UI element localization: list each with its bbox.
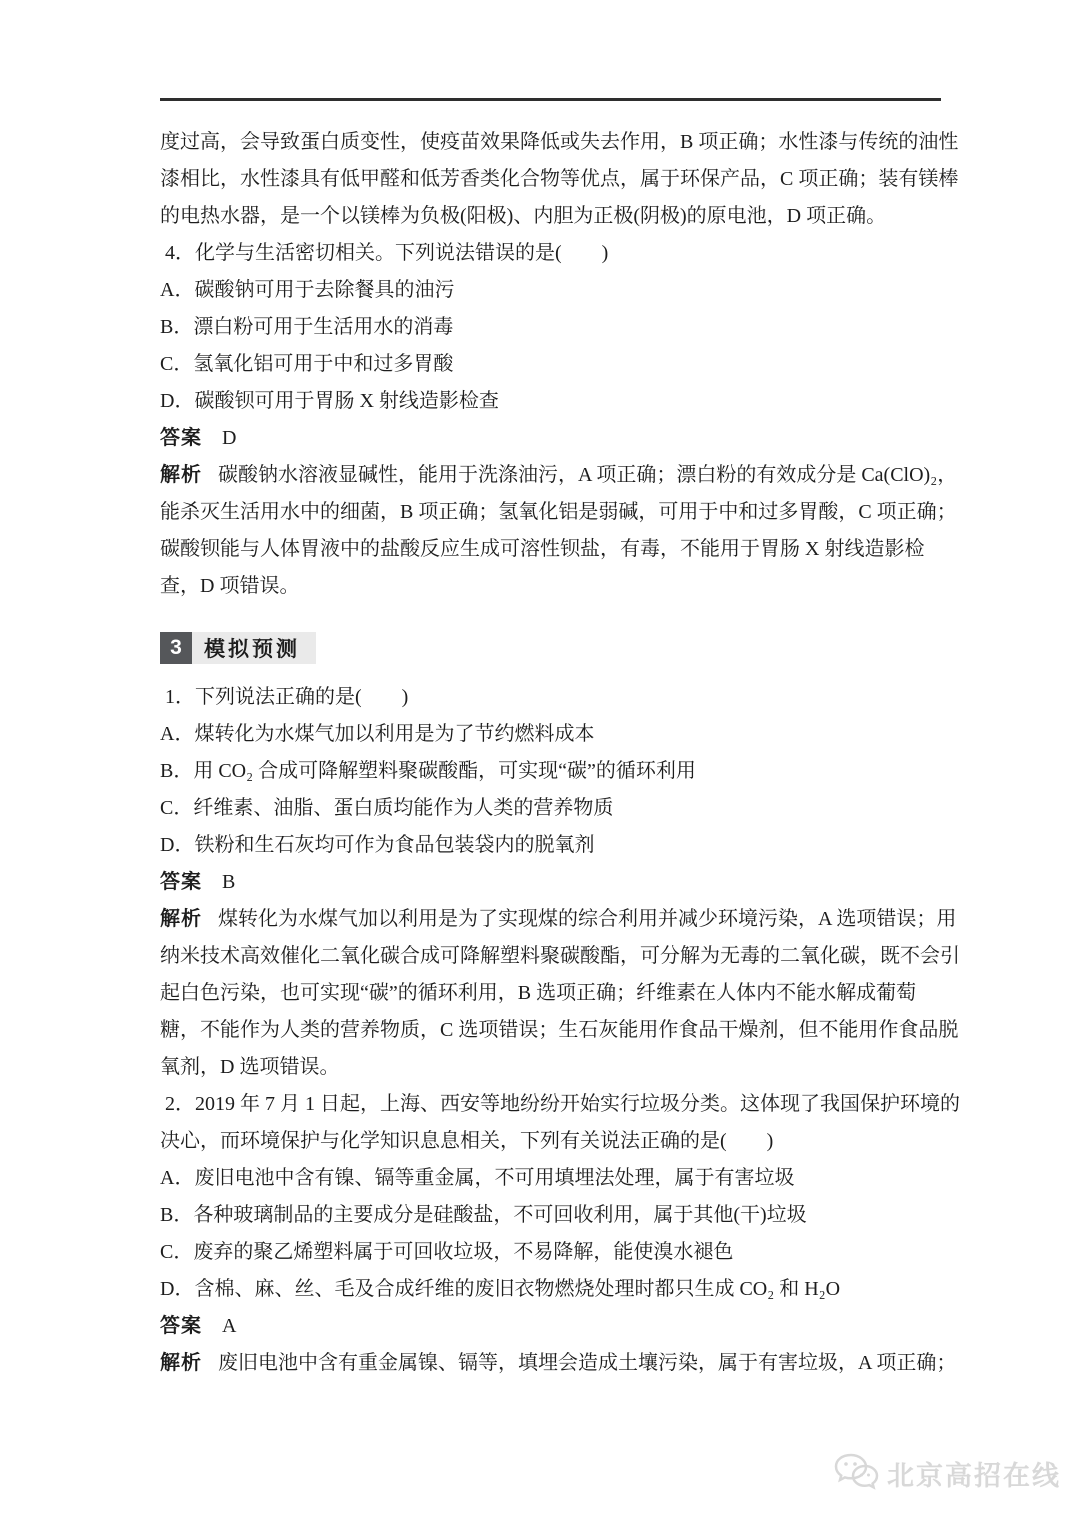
question-4-analysis-line [160, 457, 958, 494]
watermark-text: 北京高招在线 [887, 1460, 1061, 1491]
question-2-analysis-line [160, 1345, 957, 1382]
section-title: 模拟预测 [204, 638, 300, 661]
question-2-option-b: B．各种玻璃制品的主要成分是硅酸盐，不可回收利用，属于其他(干)垃圾 [160, 1204, 807, 1226]
question-2-stem: 2．2019 年 7 月 1 日起，上海、西安等地纷纷开始实行垃圾分类。这体现了我国保护环境的 [165, 1093, 960, 1115]
question-1-analysis-line: 糖，不能作为人类的营养物质，C 选项错误；生石灰能用作食品干燥剂，但不能用作食品脱 [160, 1019, 959, 1041]
question-1-analysis-line: 氧剂，D 选项错误。 [160, 1056, 340, 1078]
section-header-simulation [160, 632, 316, 664]
answer-label: 答案 [160, 871, 202, 893]
question-1-option-a: A．煤转化为水煤气加以利用是为了节约燃料成本 [160, 723, 595, 745]
question-1-analysis-line: 纳米技术高效催化二氧化碳合成可降解塑料聚碳酸酯，可分解为无毒的二氧化碳，既不会引 [160, 945, 960, 967]
question-1-answer [160, 864, 941, 901]
analysis-text: 碳酸钠水溶液显碱性，能用于洗涤油污，A 项正确；漂白粉的有效成分是 Ca(ClO)₂， [218, 464, 958, 486]
section-number-badge: 3 [160, 632, 192, 664]
answer-label: 答案 [160, 1315, 202, 1337]
question-4-option-c: C．氢氧化铝可用于中和过多胃酸 [160, 353, 454, 375]
question-2-option-d: D．含棉、麻、丝、毛及合成纤维的废旧衣物燃烧处理时都只生成 CO₂ 和 H₂O [160, 1278, 841, 1300]
question-4-option-b: B．漂白粉可用于生活用水的消毒 [160, 316, 454, 338]
paragraph-line: 漆相比，水性漆具有低甲醛和低芳香类化合物等优点，属于环保产品，C 项正确；装有镁棒 [160, 168, 959, 190]
question-2-option-a: A．废旧电池中含有镍、镉等重金属，不可用填埋法处理，属于有害垃圾 [160, 1167, 795, 1189]
watermark [833, 1452, 1061, 1494]
question-1-analysis-line [160, 901, 957, 938]
question-4-option-d: D．碳酸钡可用于胃肠 X 射线造影检查 [160, 390, 499, 412]
page-top-rule [160, 98, 941, 101]
question-4-analysis-line: 碳酸钡能与人体胃液中的盐酸反应生成可溶性钡盐，有毒，不能用于胃肠 X 射线造影检 [160, 538, 925, 560]
question-1-option-c: C．纤维素、油脂、蛋白质均能作为人类的营养物质 [160, 797, 614, 819]
question-1-stem: 1．下列说法正确的是( ) [165, 686, 409, 708]
question-2-answer [160, 1308, 941, 1345]
paragraph-line: 的电热水器，是一个以镁棒为负极(阳极)、内胆为正极(阴极)的原电池，D 项正确。 [160, 205, 887, 227]
analysis-label: 解析 [160, 1352, 202, 1374]
analysis-label: 解析 [160, 464, 202, 486]
question-4-answer [160, 420, 941, 457]
question-1-option-d: D．铁粉和生石灰均可作为食品包装袋内的脱氧剂 [160, 834, 595, 856]
content-column [160, 124, 960, 1382]
analysis-text: 废旧电池中含有重金属镍、镉等，填埋会造成土壤污染，属于有害垃圾，A 项正确； [218, 1352, 957, 1374]
analysis-text: 煤转化为水煤气加以利用是为了实现煤的综合利用并减少环境污染，A 选项错误；用 [218, 908, 957, 930]
question-4-option-a: A．碳酸钠可用于去除餐具的油污 [160, 279, 455, 301]
paragraph-line: 度过高，会导致蛋白质变性，使疫苗效果降低或失去作用，B 项正确；水性漆与传统的油性 [160, 131, 959, 153]
answer-value: B [222, 871, 236, 893]
answer-value: A [222, 1315, 237, 1337]
answer-label: 答案 [160, 427, 202, 449]
question-1-analysis-line: 起白色污染，也可实现“碳”的循环利用，B 选项正确；纤维素在人体内不能水解成葡萄 [160, 982, 917, 1004]
question-2-option-c: C．废弃的聚乙烯塑料属于可回收垃圾，不易降解，能使溴水褪色 [160, 1241, 734, 1263]
answer-value: D [222, 427, 237, 449]
question-4-analysis-line: 查，D 项错误。 [160, 575, 300, 597]
question-4-stem: 4．化学与生活密切相关。下列说法错误的是( ) [165, 242, 609, 264]
analysis-label: 解析 [160, 908, 202, 930]
question-1-option-b: B．用 CO₂ 合成可降解塑料聚碳酸酯，可实现“碳”的循环利用 [160, 760, 696, 782]
question-4-analysis-line: 能杀灭生活用水中的细菌，B 项正确；氢氧化铝是弱碱，可用于中和过多胃酸，C 项正确； [160, 501, 957, 523]
question-2-stem: 决心，而环境保护与化学知识息息相关，下列有关说法正确的是( ) [160, 1130, 774, 1152]
wechat-icon [833, 1452, 879, 1494]
